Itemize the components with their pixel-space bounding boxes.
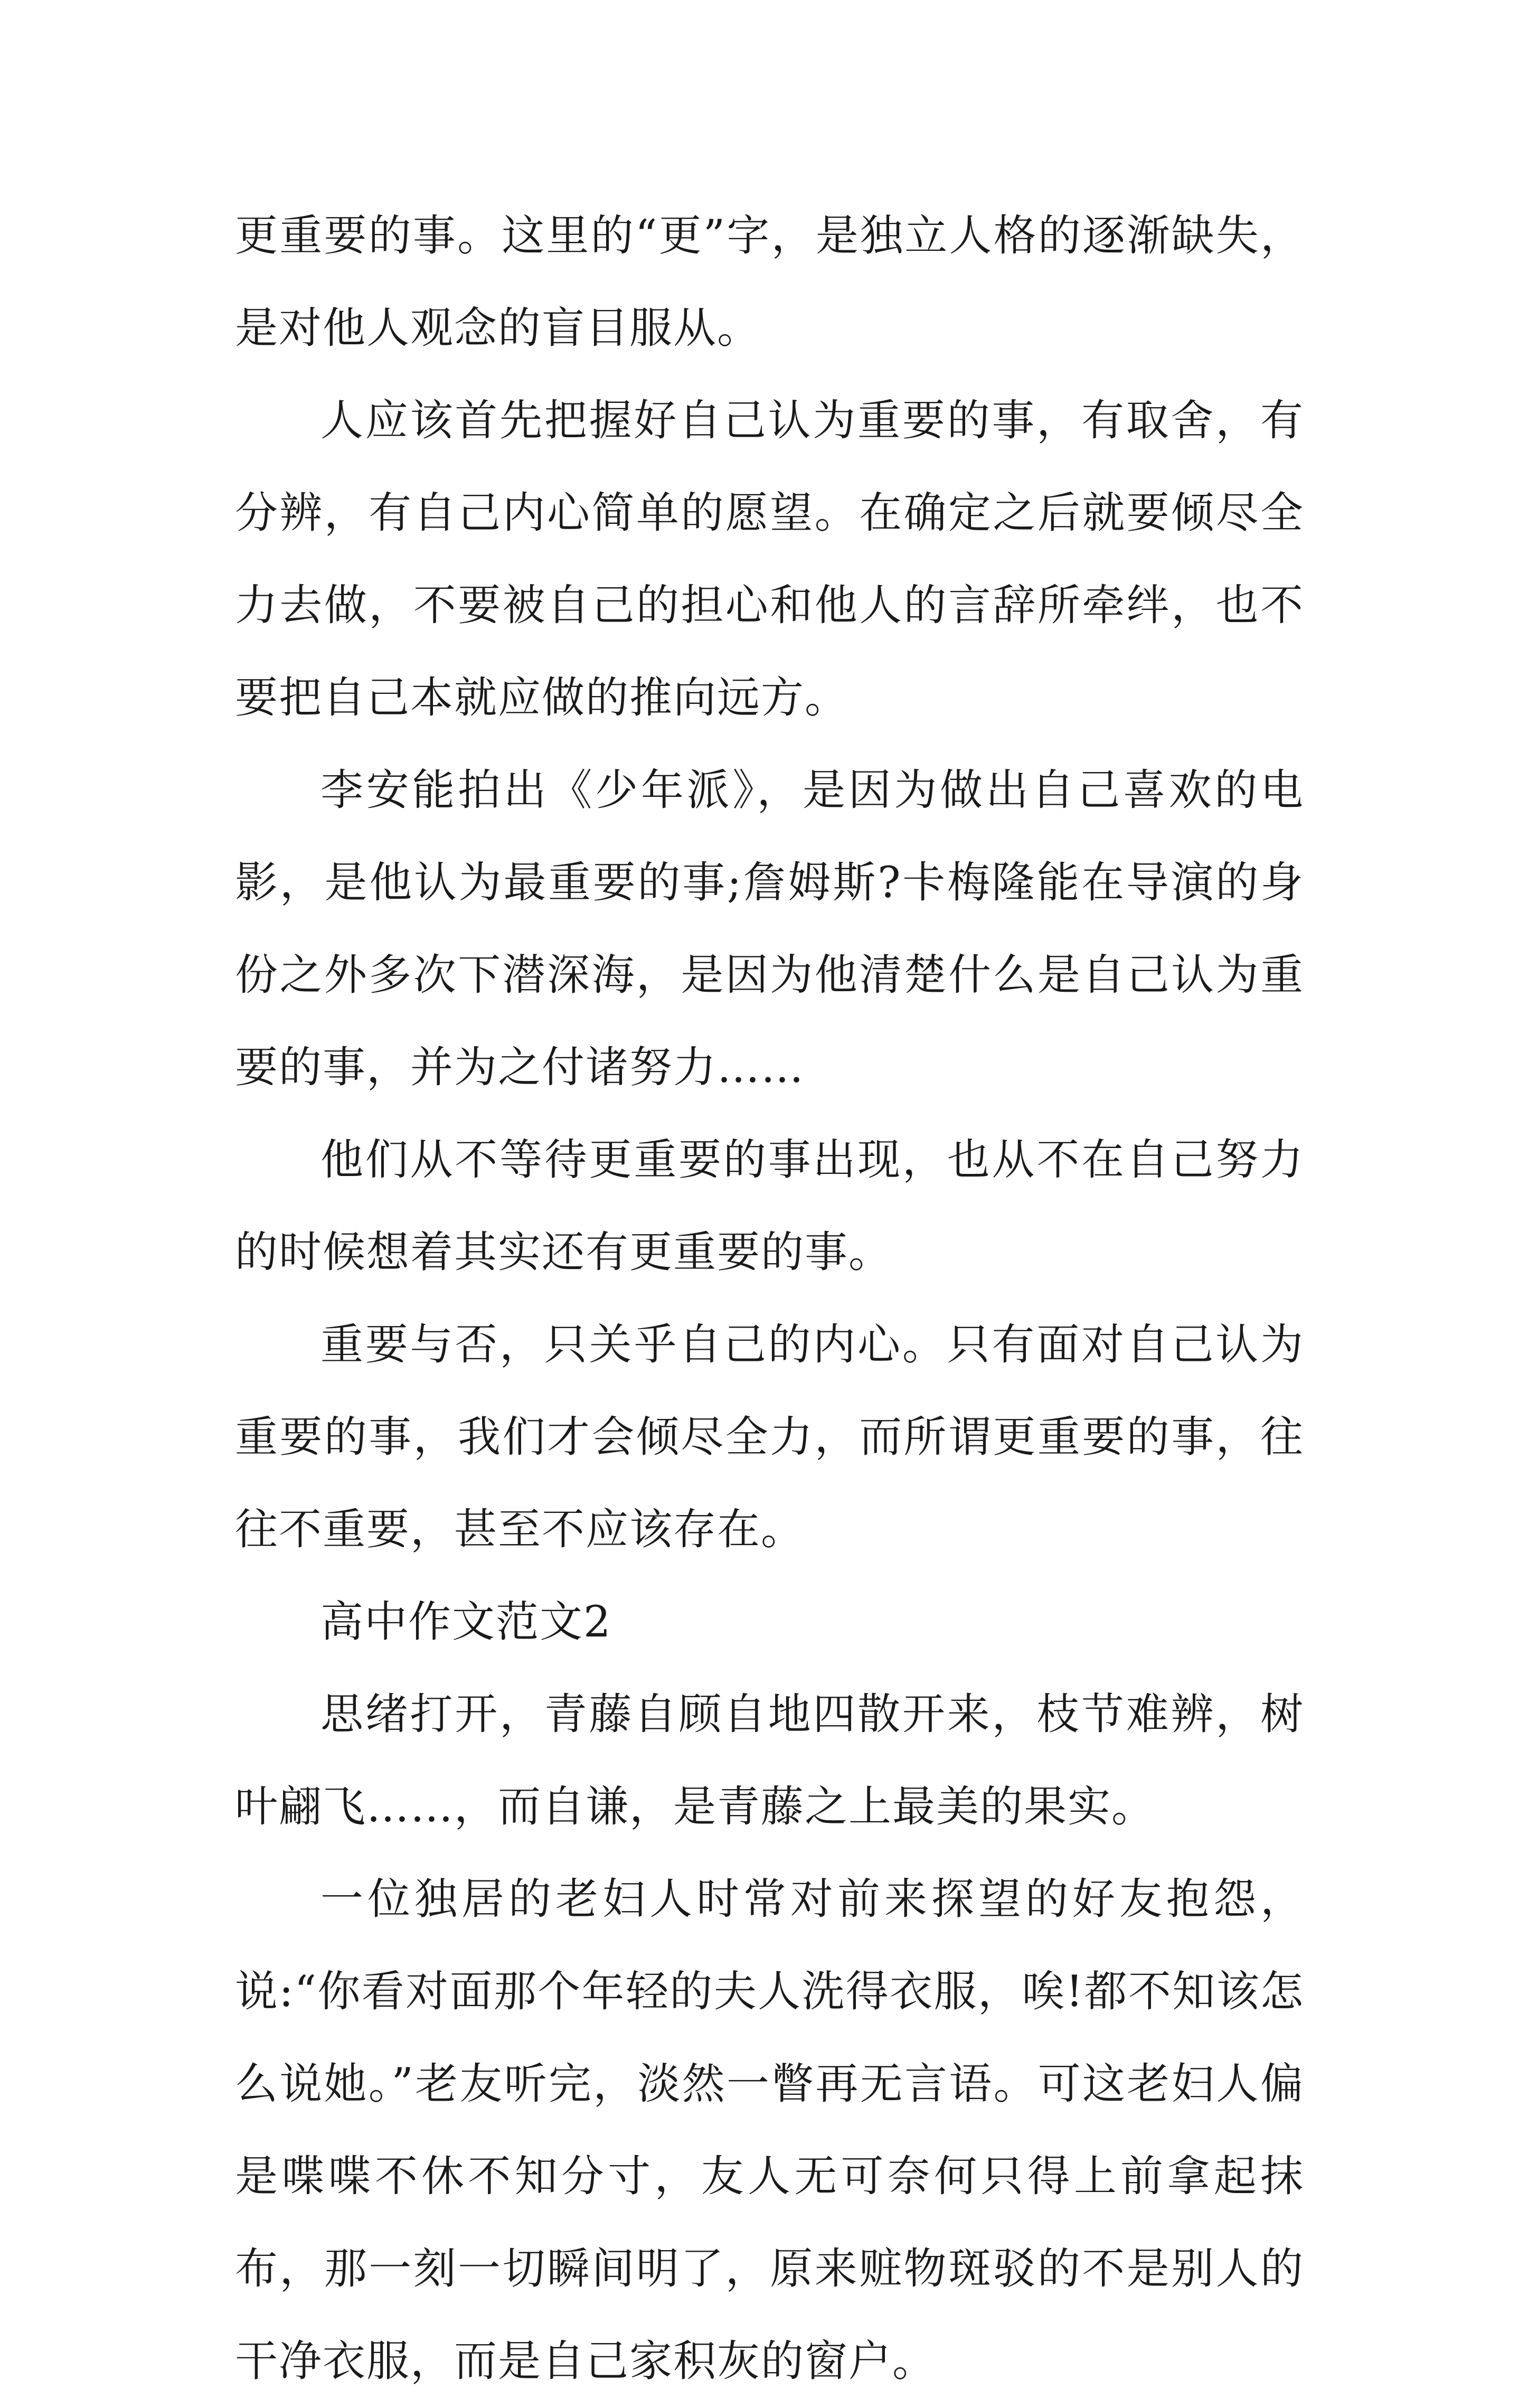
paragraph-4: 他们从不等待更重要的事出现，也从不在自己努力的时候想着其实还有更重要的事。 <box>235 1135 1304 1277</box>
paragraph-2: 人应该首先把握好自己认为重要的事，有取舍，有分辨，有自己内心简单的愿望。在确定之后就要倾尽全力去做，不要被自己的担心和他人的言辞所牵绊，也不要把自己本就应做的推向远方。 <box>235 396 1304 723</box>
section-heading: 高中作文范文2 <box>320 1597 612 1647</box>
paragraph-5: 重要与否，只关乎自己的内心。只有面对自己认为重要的事，我们才会倾尽全力，而所谓更重要的事，往往不重要，甚至不应该存在。 <box>235 1320 1304 1555</box>
paragraph-3: 李安能拍出《少年派》，是因为做出自己喜欢的电影，是他认为最重要的事;詹姆斯?卡梅隆能在导演的身份之外多次下潜深海，是因为他清楚什么是自己认为重要的事，并为之付诸努力…… <box>235 766 1304 1093</box>
paragraph-6: 思绪打开，青藤自顾自地四散开来，枝节难辨，树叶翩飞……，而自谦，是青藤之上最美的果实。 <box>235 1690 1304 1832</box>
paragraph-7: 一位独居的老妇人时常对前来探望的好友抱怨，说:“你看对面那个年轻的夫人洗得衣服，唉!都不知该怎么说她。”老友听完，淡然一瞥再无言语。可这老妇人偏是喋喋不休不知分寸，友人无可奈何只得上前拿起抹布，那一刻一切瞬间明了，原来赃物斑驳的不是别人的干净衣服，而是自己家积灰的窗户。 <box>235 1875 1304 2386</box>
paragraph-1: 更重要的事。这里的“更”字，是独立人格的逐渐缺失，是对他人观念的盲目服从。 <box>235 211 1304 353</box>
document-body <box>235 190 1304 2408</box>
